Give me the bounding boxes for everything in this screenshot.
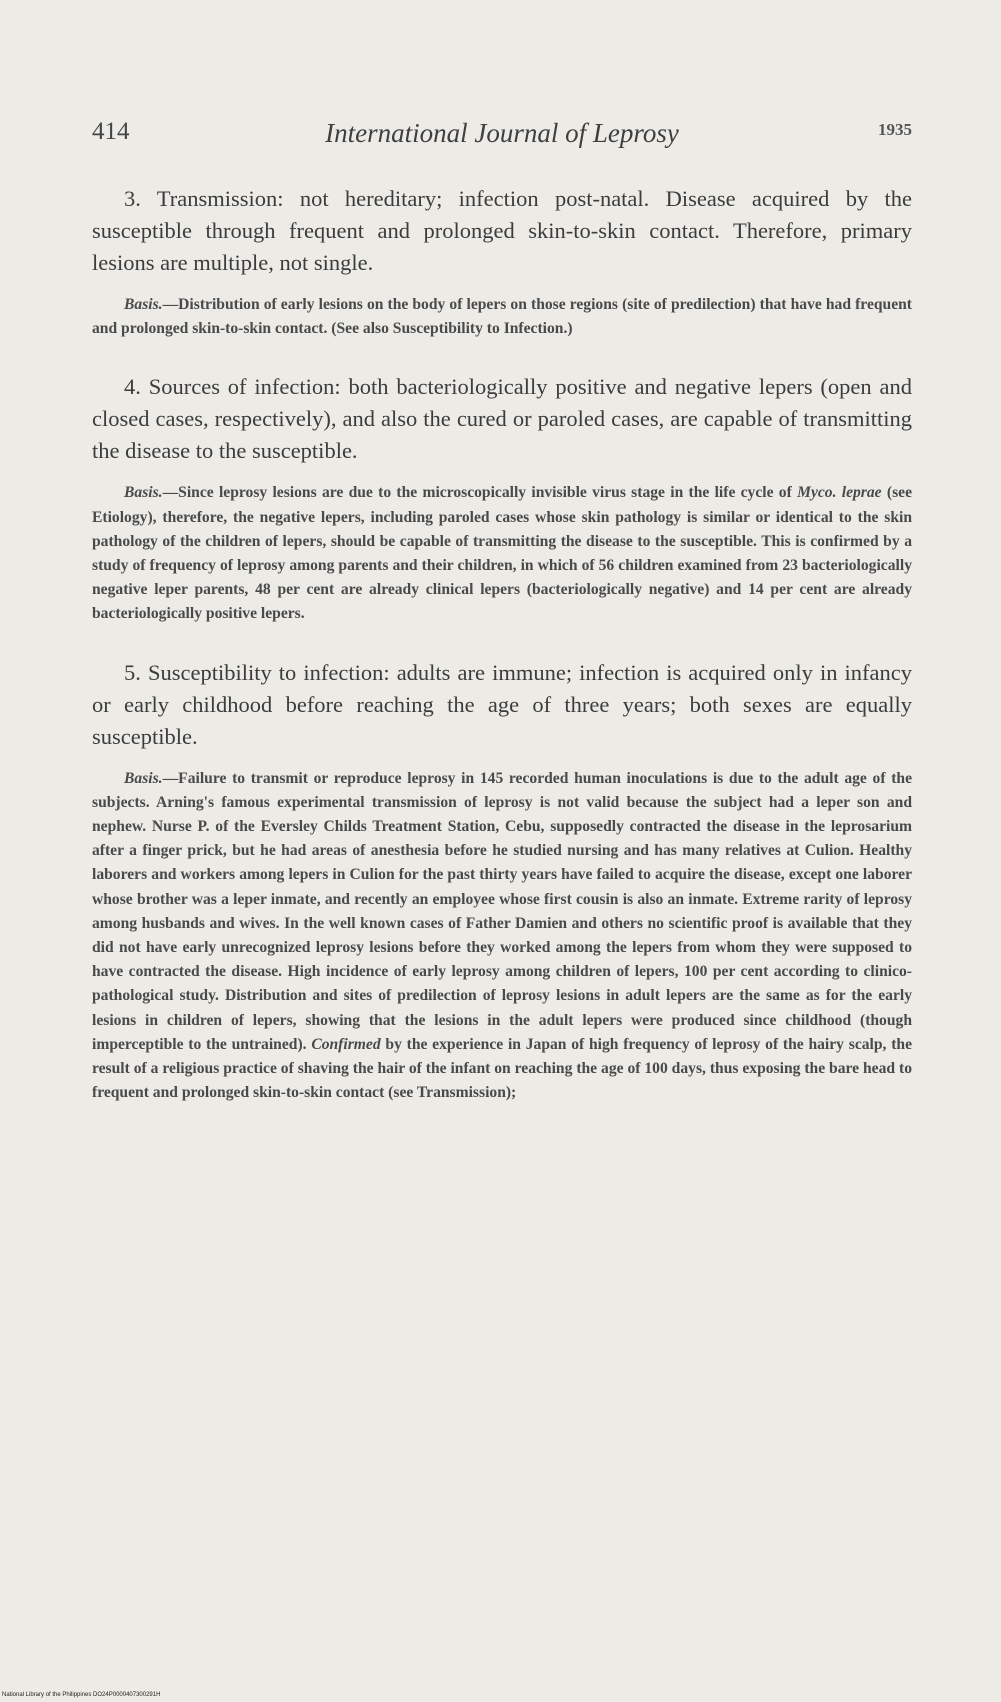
page-number: 414 [92,118,130,145]
section-3-statement: 3. Transmission: not hereditary; infection post-natal. Disease acquired by the susceptible through frequent and prolonged skin-to-skin contact. Therefore, primary lesions are multiple, not single. [92,186,912,275]
basis-text: by the experience in Japan of high frequency of leprosy of the hairy scalp, the result of a religious practice of shaving the hair of the infant on reaching the age of 100 days, thus exposing the bare head to frequent and prolonged skin-to-skin contact (see Transmission); [92,1035,912,1102]
basis-italic: Confirmed [311,1035,381,1053]
basis-label: Basis. [124,484,163,502]
section-3-basis [92,293,912,341]
publication-year: 1935 [878,120,912,139]
section-4-basis [92,481,912,626]
basis-label: Basis. [124,769,163,787]
section-4-statement: 4. Sources of infection: both bacteriologically positive and negative lepers (open and closed cases, respectively), and also the cured or paroled cases, are capable of transmitting the disease to the susceptible. [92,374,912,464]
section-5-basis [92,767,912,1106]
basis-text: —Since leprosy lesions are due to the microscopically invisible virus stage in the life cycle of [162,484,798,502]
page-header [92,118,912,158]
basis-text: —Distribution of early lesions on the body of lepers on those regions (site of predilection) that have had frequent and prolonged skin-to-skin contact. (See also Susceptibility to Infection.) [92,296,912,338]
basis-italic: Myco. leprae [797,484,882,502]
section-5-statement: 5. Susceptibility to infection: adults are immune; infection is acquired only in infancy or early childhood before reaching the age of three years; both sexes are equally susceptible. [92,659,912,749]
basis-text: (see Etiology), therefore, the negative lepers, including paroled cases whose skin pathology is similar or identical to the skin pathology of the children of lepers, should be capable of transmitting the disease to the susceptible. This is confirmed by a study of frequency of leprosy among parents and their children, in which of 56 children examined from 23 bacteriologically negative leper parents, 48 per cent are already clinical lepers (bacteriologically negative) and 14 per cent are already bacteriologically positive lepers. [92,484,912,623]
basis-text: —Failure to transmit or reproduce leprosy in 145 recorded human inoculations is due to the adult age of the subjects. Arning's famous experimental transmission of leprosy is not valid because the subject had a leper son and nephew. Nurse P. of the Eversley Childs Treatment Station, Cebu, supposedly contracted the disease in the leprosarium after a finger prick, but he had areas of anesthesia before he studied nursing and has many relatives at Culion. Healthy laborers and workers among lepers in Culion for the past thirty years have failed to acquire the disease, except one laborer whose brother was a leper inmate, and recently an employee whose first cousin is also an inmate. Extreme rarity of leprosy among husbands and wives. In the well known cases of Father Damien and others no scientific proof is available that they did not have early unrecognized leprosy lesions before they worked among the lepers from whom they were supposed to have contracted the disease. High incidence of early leprosy among children of lepers, 100 per cent according to clinico-pathological study. Distribution and sites of predilection of leprosy lesions in adult lepers are the same as for the early lesions in children of lepers, showing that the lesions in the adult lepers were produced since childhood (though imperceptible to the untrained). [92,769,912,1053]
basis-label: Basis. [124,296,163,313]
scan-credit: National Library of the Philippines DO24P0000407300291H [2,1692,161,1698]
page-body [92,183,912,1105]
journal-title: International Journal of Leprosy [325,118,679,148]
